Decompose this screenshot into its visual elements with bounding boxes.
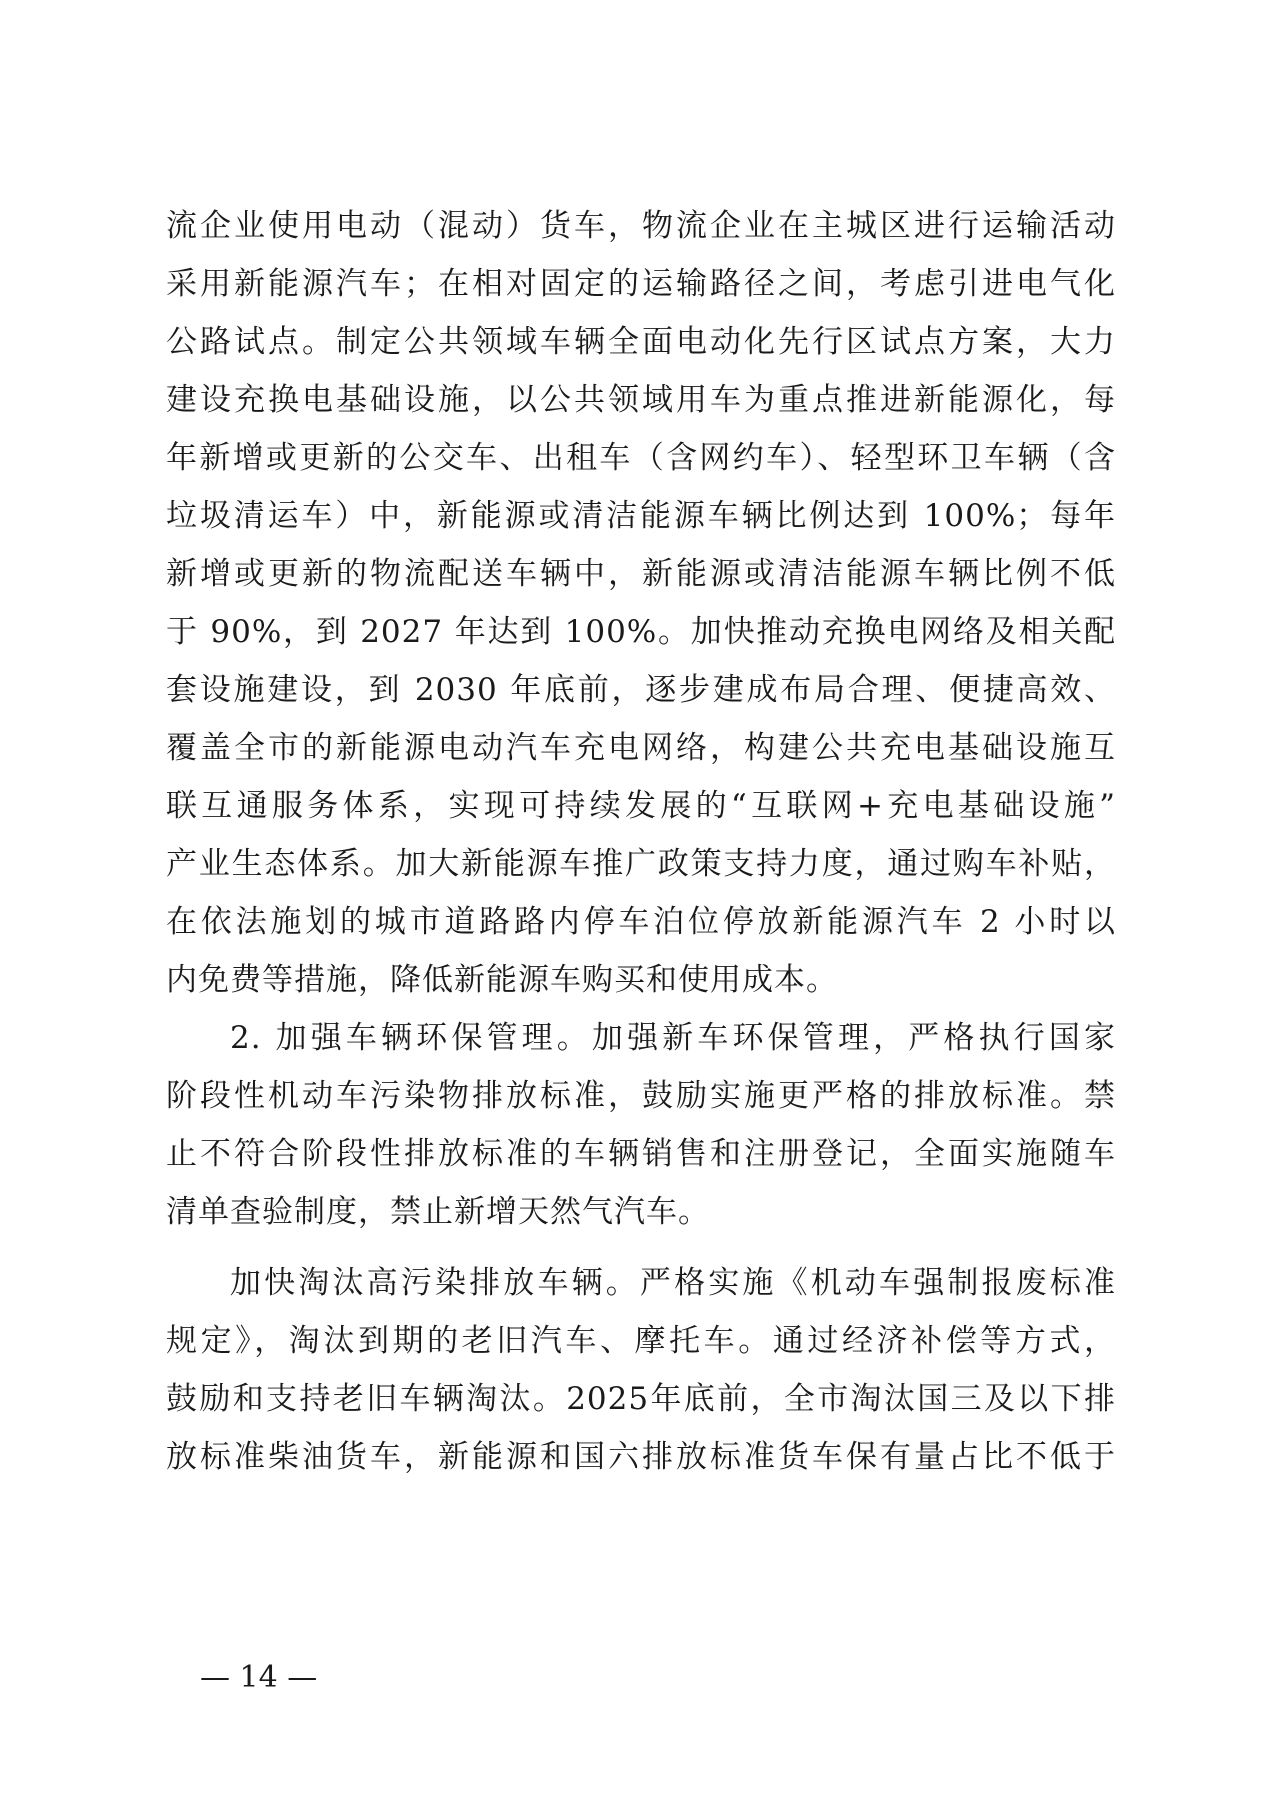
text-line: 垃圾清运车）中，新能源或清洁能源车辆比例达到 100%；每年 bbox=[166, 498, 1116, 534]
text-line: 建设充换电基础设施，以公共领域用车为重点推进新能源化，每 bbox=[166, 382, 1116, 418]
text-line: 产业生态体系。加大新能源车推广政策支持力度，通过购车补贴， bbox=[166, 846, 1116, 882]
text-line: 清单查验制度，禁止新增天然气汽车。 bbox=[166, 1194, 710, 1230]
text-line: 联互通服务体系，实现可持续发展的“互联网+充电基础设施” bbox=[166, 788, 1116, 824]
paragraph-first-line: 加快淘汰高污染排放车辆。严格实施《机动车强制报废标准 bbox=[230, 1265, 1116, 1301]
text-line: 阶段性机动车污染物排放标准，鼓励实施更严格的排放标准。禁 bbox=[166, 1078, 1116, 1114]
page-number: — 14 — bbox=[200, 1660, 318, 1695]
text-line: 内免费等措施，降低新能源车购买和使用成本。 bbox=[166, 962, 838, 998]
text-line: 规定》，淘汰到期的老旧汽车、摩托车。通过经济补偿等方式， bbox=[166, 1323, 1116, 1359]
text-line: 鼓励和支持老旧车辆淘汰。2025年底前，全市淘汰国三及以下排 bbox=[166, 1381, 1116, 1417]
text-line: 公路试点。制定公共领域车辆全面电动化先行区试点方案，大力 bbox=[166, 324, 1116, 360]
text-line: 套设施建设，到 2030 年底前，逐步建成布局合理、便捷高效、 bbox=[166, 672, 1116, 708]
text-line: 止不符合阶段性排放标准的车辆销售和注册登记，全面实施随车 bbox=[166, 1136, 1116, 1172]
text-line: 放标准柴油货车，新能源和国六排放标准货车保有量占比不低于 bbox=[166, 1439, 1116, 1475]
text-line: 于 90%，到 2027 年达到 100%。加快推动充换电网络及相关配 bbox=[166, 614, 1116, 650]
text-line: 覆盖全市的新能源电动汽车充电网络，构建公共充电基础设施互 bbox=[166, 730, 1116, 766]
text-line: 在依法施划的城市道路路内停车泊位停放新能源汽车 2 小时以 bbox=[166, 904, 1116, 940]
text-line: 采用新能源汽车；在相对固定的运输路径之间，考虑引进电气化 bbox=[166, 266, 1116, 302]
paragraph-heading-line: 2. 加强车辆环保管理。加强新车环保管理，严格执行国家 bbox=[230, 1020, 1116, 1056]
text-line: 年新增或更新的公交车、出租车（含网约车）、轻型环卫车辆（含 bbox=[166, 440, 1116, 476]
text-line: 流企业使用电动（混动）货车，物流企业在主城区进行运输活动 bbox=[166, 208, 1116, 244]
text-line: 新增或更新的物流配送车辆中，新能源或清洁能源车辆比例不低 bbox=[166, 556, 1116, 592]
